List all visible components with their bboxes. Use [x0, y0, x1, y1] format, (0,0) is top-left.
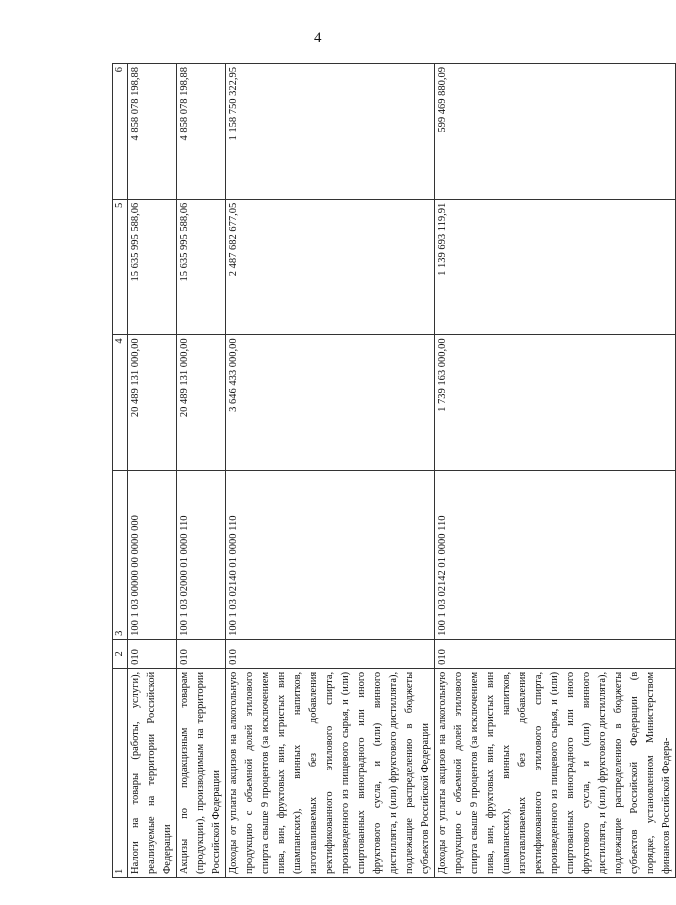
row-kbk: 100 1 03 02000 01 0000 110 — [177, 471, 226, 640]
row-name: Акцизы по подакцизным товарам (продукции), производимым на территории Российской Федерации — [177, 668, 226, 877]
row-col4: 20 489 131 000,00 — [177, 335, 226, 471]
table-row — [177, 64, 226, 878]
row-name: Налоги на товары (работы, услуги), реализуемые на территории Российской Федерации — [128, 668, 177, 877]
header-col-6: 6 — [113, 64, 128, 200]
row-code: 010 — [177, 639, 226, 668]
row-kbk: 100 1 03 02140 01 0000 110 — [226, 471, 435, 640]
row-col5: 15 635 995 588,06 — [128, 199, 177, 335]
row-name: Доходы от уплаты акцизов на алкогольную продукцию с объемной долей этилового спирта свыше 9 процентов (за исключением пива, вин, фруктовых вин, игристых вин (шампанских), винных напитков, изготавливаемых без добавления ректификованного этилового спирта, произведенного из пищевого сырья, и (или) спиртованных виноградного или иного фруктового сусла, и (или) винного дистиллята, и (или) фруктового дистиллята), подлежащие распределению в бюджеты субъектов Российской Федерации — [226, 668, 435, 877]
row-code: 010 — [435, 639, 676, 668]
row-col4: 1 739 163 000,00 — [435, 335, 676, 471]
page-number: 4 — [314, 30, 322, 46]
row-code: 010 — [128, 639, 177, 668]
row-col6: 4 858 078 198,88 — [177, 64, 226, 200]
row-col5: 1 139 693 119,91 — [435, 199, 676, 335]
row-kbk: 100 1 03 02142 01 0000 110 — [435, 471, 676, 640]
row-col4: 3 646 433 000,00 — [226, 335, 435, 471]
header-col-5: 5 — [113, 199, 128, 335]
row-col6: 599 469 880,09 — [435, 64, 676, 200]
rotated-table-container — [112, 63, 672, 878]
revenue-table — [112, 63, 676, 878]
row-code: 010 — [226, 639, 435, 668]
table-row — [435, 64, 676, 878]
row-col5: 2 487 682 677,05 — [226, 199, 435, 335]
table-row — [128, 64, 177, 878]
header-col-3: 3 — [113, 471, 128, 640]
table-row — [226, 64, 435, 878]
row-kbk: 100 1 03 00000 00 0000 000 — [128, 471, 177, 640]
header-col-1: 1 — [113, 668, 128, 877]
header-col-4: 4 — [113, 335, 128, 471]
header-col-2: 2 — [113, 639, 128, 668]
header-row — [113, 64, 128, 878]
row-col5: 15 635 995 588,06 — [177, 199, 226, 335]
row-col6: 4 858 078 198,88 — [128, 64, 177, 200]
row-col6: 1 158 750 322,95 — [226, 64, 435, 200]
row-name: Доходы от уплаты акцизов на алкогольную продукцию с объемной долей этилового спирта свыше 9 процентов (за исключением пива, вин, фруктовых вин, игристых вин (шампанских), винных напитков, изготавливаемых без добавления ректификованного этилового спирта, произведенного из пищевого сырья, и (или) спиртованных виноградного или иного фруктового сусла, и (или) винного дистиллята, и (или) фруктового дистиллята), подлежащие распределению в бюджеты субъектов Российской Федерации (в порядке, установленном Министерством финансов Российской Федера- — [435, 668, 676, 877]
row-col4: 20 489 131 000,00 — [128, 335, 177, 471]
